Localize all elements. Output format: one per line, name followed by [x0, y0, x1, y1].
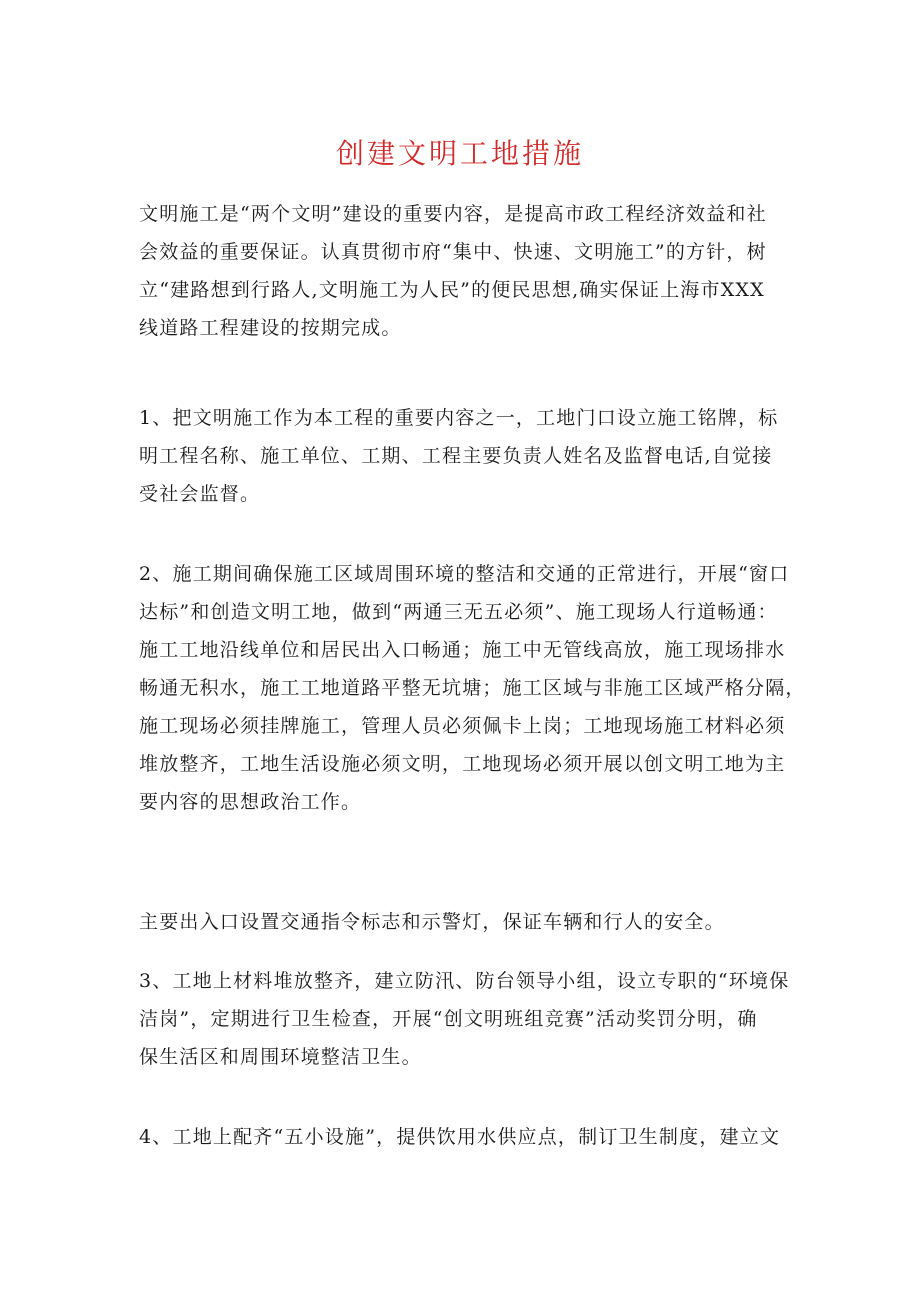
- text-line: 明工程名称、施工单位、工期、工程主要负责人姓名及监督电话,自觉接: [139, 445, 773, 467]
- text-line: 文明施工是“两个文明”建设的重要内容，是提高市政工程经济效益和社: [139, 203, 767, 225]
- text-line: 畅通无积水，施工工地道路平整无坑塘；施工区域与非施工区域严格分隔，: [139, 677, 806, 699]
- text-line: 要内容的思想政治工作。: [139, 791, 362, 813]
- paragraph-item-2: [139, 555, 806, 821]
- text-line: 线道路工程建设的按期完成。: [139, 317, 402, 339]
- text-line: 堆放整齐，工地生活设施必须文明，工地现场必须开展以创文明工地为主: [139, 753, 786, 775]
- text-line: 4、工地上配齐“五小设施”，提供饮用水供应点，制订卫生制度，建立文: [139, 1126, 781, 1148]
- text-line: 3、工地上材料堆放整齐，建立防汛、防台领导小组，设立专职的“环境保: [139, 970, 790, 992]
- paragraph-item-4: [139, 1118, 789, 1156]
- text-line: 洁岗”，定期进行卫生检查，开展“创文明班组竞赛”活动奖罚分明，确: [139, 1008, 758, 1030]
- text-line: 施工工地沿线单位和居民出入口畅通；施工中无管线高放，施工现场排水: [139, 639, 786, 661]
- text-line: 保生活区和周围环境整洁卫生。: [139, 1046, 422, 1068]
- text-line: 施工现场必须挂牌施工，管理人员必须佩卡上岗；工地现场施工材料必须: [139, 715, 786, 737]
- document-title: 创建文明工地措施: [335, 137, 584, 170]
- text-line: 1、把文明施工作为本工程的重要内容之一，工地门口设立施工铭牌，标: [139, 407, 779, 429]
- paragraph-intro: [139, 195, 789, 347]
- text-line: 会效益的重要保证。认真贯彻市府“集中、快速、文明施工”的方针，树: [139, 241, 767, 263]
- paragraph-item-3: [139, 962, 789, 1076]
- text-line: 2、施工期间确保施工区域周围环境的整洁和交通的正常进行，开展“窗口: [139, 563, 790, 585]
- text-line: 达标”和创造文明工地，做到“两通三无五必须”、施工现场人行道畅通：: [139, 601, 778, 623]
- paragraph-entrance-safety: [139, 903, 789, 941]
- text-line: 立“建路想到行路人,文明施工为人民”的便民思想,确实保证上海市XXX: [139, 279, 765, 301]
- paragraph-item-1: [139, 399, 789, 513]
- text-line: 受社会监督。: [139, 483, 261, 505]
- text-line: 主要出入口设置交通指令标志和示警灯，保证车辆和行人的安全。: [139, 911, 725, 933]
